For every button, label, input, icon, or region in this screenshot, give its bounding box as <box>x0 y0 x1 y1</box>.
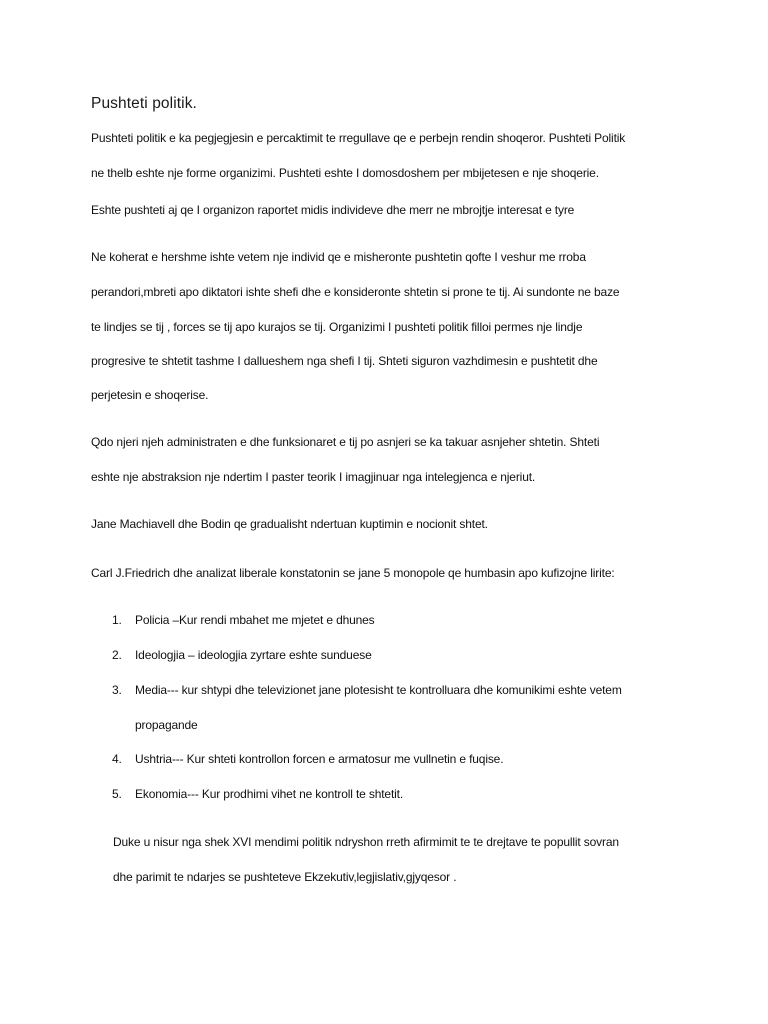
list-item-1 <box>112 613 375 627</box>
paragraph-2-line-4: progresive te shtetit tashme I dallueshem nga shefi I tij. Shteti siguron vazhdimesin e pushtetit dhe <box>91 354 598 368</box>
paragraph-2-line-5: perjetesin e shoqerise. <box>91 388 209 402</box>
list-item-number: 2. <box>112 648 122 662</box>
list-item-3-continuation: propagande <box>135 718 198 732</box>
list-item-4 <box>112 752 503 766</box>
paragraph-2-line-2: perandori,mbreti apo diktatori ishte shefi dhe e konsideronte shtetin si prone te tij. Ai sundonte ne baze <box>91 285 620 299</box>
list-item-text: Media--- kur shtypi dhe televizionet jane plotesisht te kontrolluara dhe komunikimi eshte vetem <box>135 683 622 697</box>
paragraph-1-line-1: Pushteti politik e ka pegjegjesin e percaktimit te rregullave qe e perbejn rendin shoqeror. Pushteti Politik <box>91 131 626 145</box>
list-item-5 <box>112 787 403 801</box>
paragraph-3-line-1: Qdo njeri njeh administraten e dhe funksionaret e tij po asnjeri se ka takuar asnjeher shtetin. Shteti <box>91 435 600 449</box>
list-item-text: Ushtria--- Kur shteti kontrollon forcen e armatosur me vullnetin e fuqise. <box>135 752 504 766</box>
list-item-text: Policia –Kur rendi mbahet me mjetet e dhunes <box>135 613 375 627</box>
paragraph-6-line-2: dhe parimit te ndarjes se pushteteve Ekzekutiv,legjislativ,gjyqesor . <box>113 870 457 884</box>
paragraph-2-line-1: Ne koherat e hershme ishte vetem nje individ qe e misheronte pushtetin qofte I veshur me rroba <box>91 250 586 264</box>
paragraph-2-line-3: te lindjes se tij , forces se tij apo kurajos se tij. Organizimi I pushteti politik filloi permes nje lindje <box>91 320 583 334</box>
list-item-number: 3. <box>112 683 122 697</box>
list-item-3 <box>112 683 622 697</box>
list-item-number: 5. <box>112 787 122 801</box>
list-item-number: 1. <box>112 613 122 627</box>
list-item-text: Ekonomia--- Kur prodhimi vihet ne kontroll te shtetit. <box>135 787 404 801</box>
paragraph-5: Carl J.Friedrich dhe analizat liberale konstatonin se jane 5 monopole qe humbasin apo kufizojne lirite: <box>91 566 615 580</box>
list-item-text: Ideologjia – ideologjia zyrtare eshte sunduese <box>135 648 372 662</box>
paragraph-4: Jane Machiavell dhe Bodin qe gradualisht ndertuan kuptimin e nocionit shtet. <box>91 517 488 531</box>
paragraph-6-line-1: Duke u nisur nga shek XVI mendimi politik ndryshon rreth afirmimit te te drejtave te popullit sovran <box>113 835 619 849</box>
paragraph-3-line-2: eshte nje abstraksion nje ndertim I paster teorik I imagjinuar nga intelegjenca e njeriut. <box>91 470 536 484</box>
paragraph-1-line-3: Eshte pushteti aj qe I organizon raportet midis individeve dhe merr ne mbrojtje interesat e tyre <box>91 203 575 217</box>
list-item-2 <box>112 648 372 662</box>
list-item-number: 4. <box>112 752 122 766</box>
document-title: Pushteti politik. <box>91 95 197 112</box>
paragraph-1-line-2: ne thelb eshte nje forme organizimi. Pushteti eshte I domosdoshem per mbijetesen e nje shoqerie. <box>91 166 599 180</box>
